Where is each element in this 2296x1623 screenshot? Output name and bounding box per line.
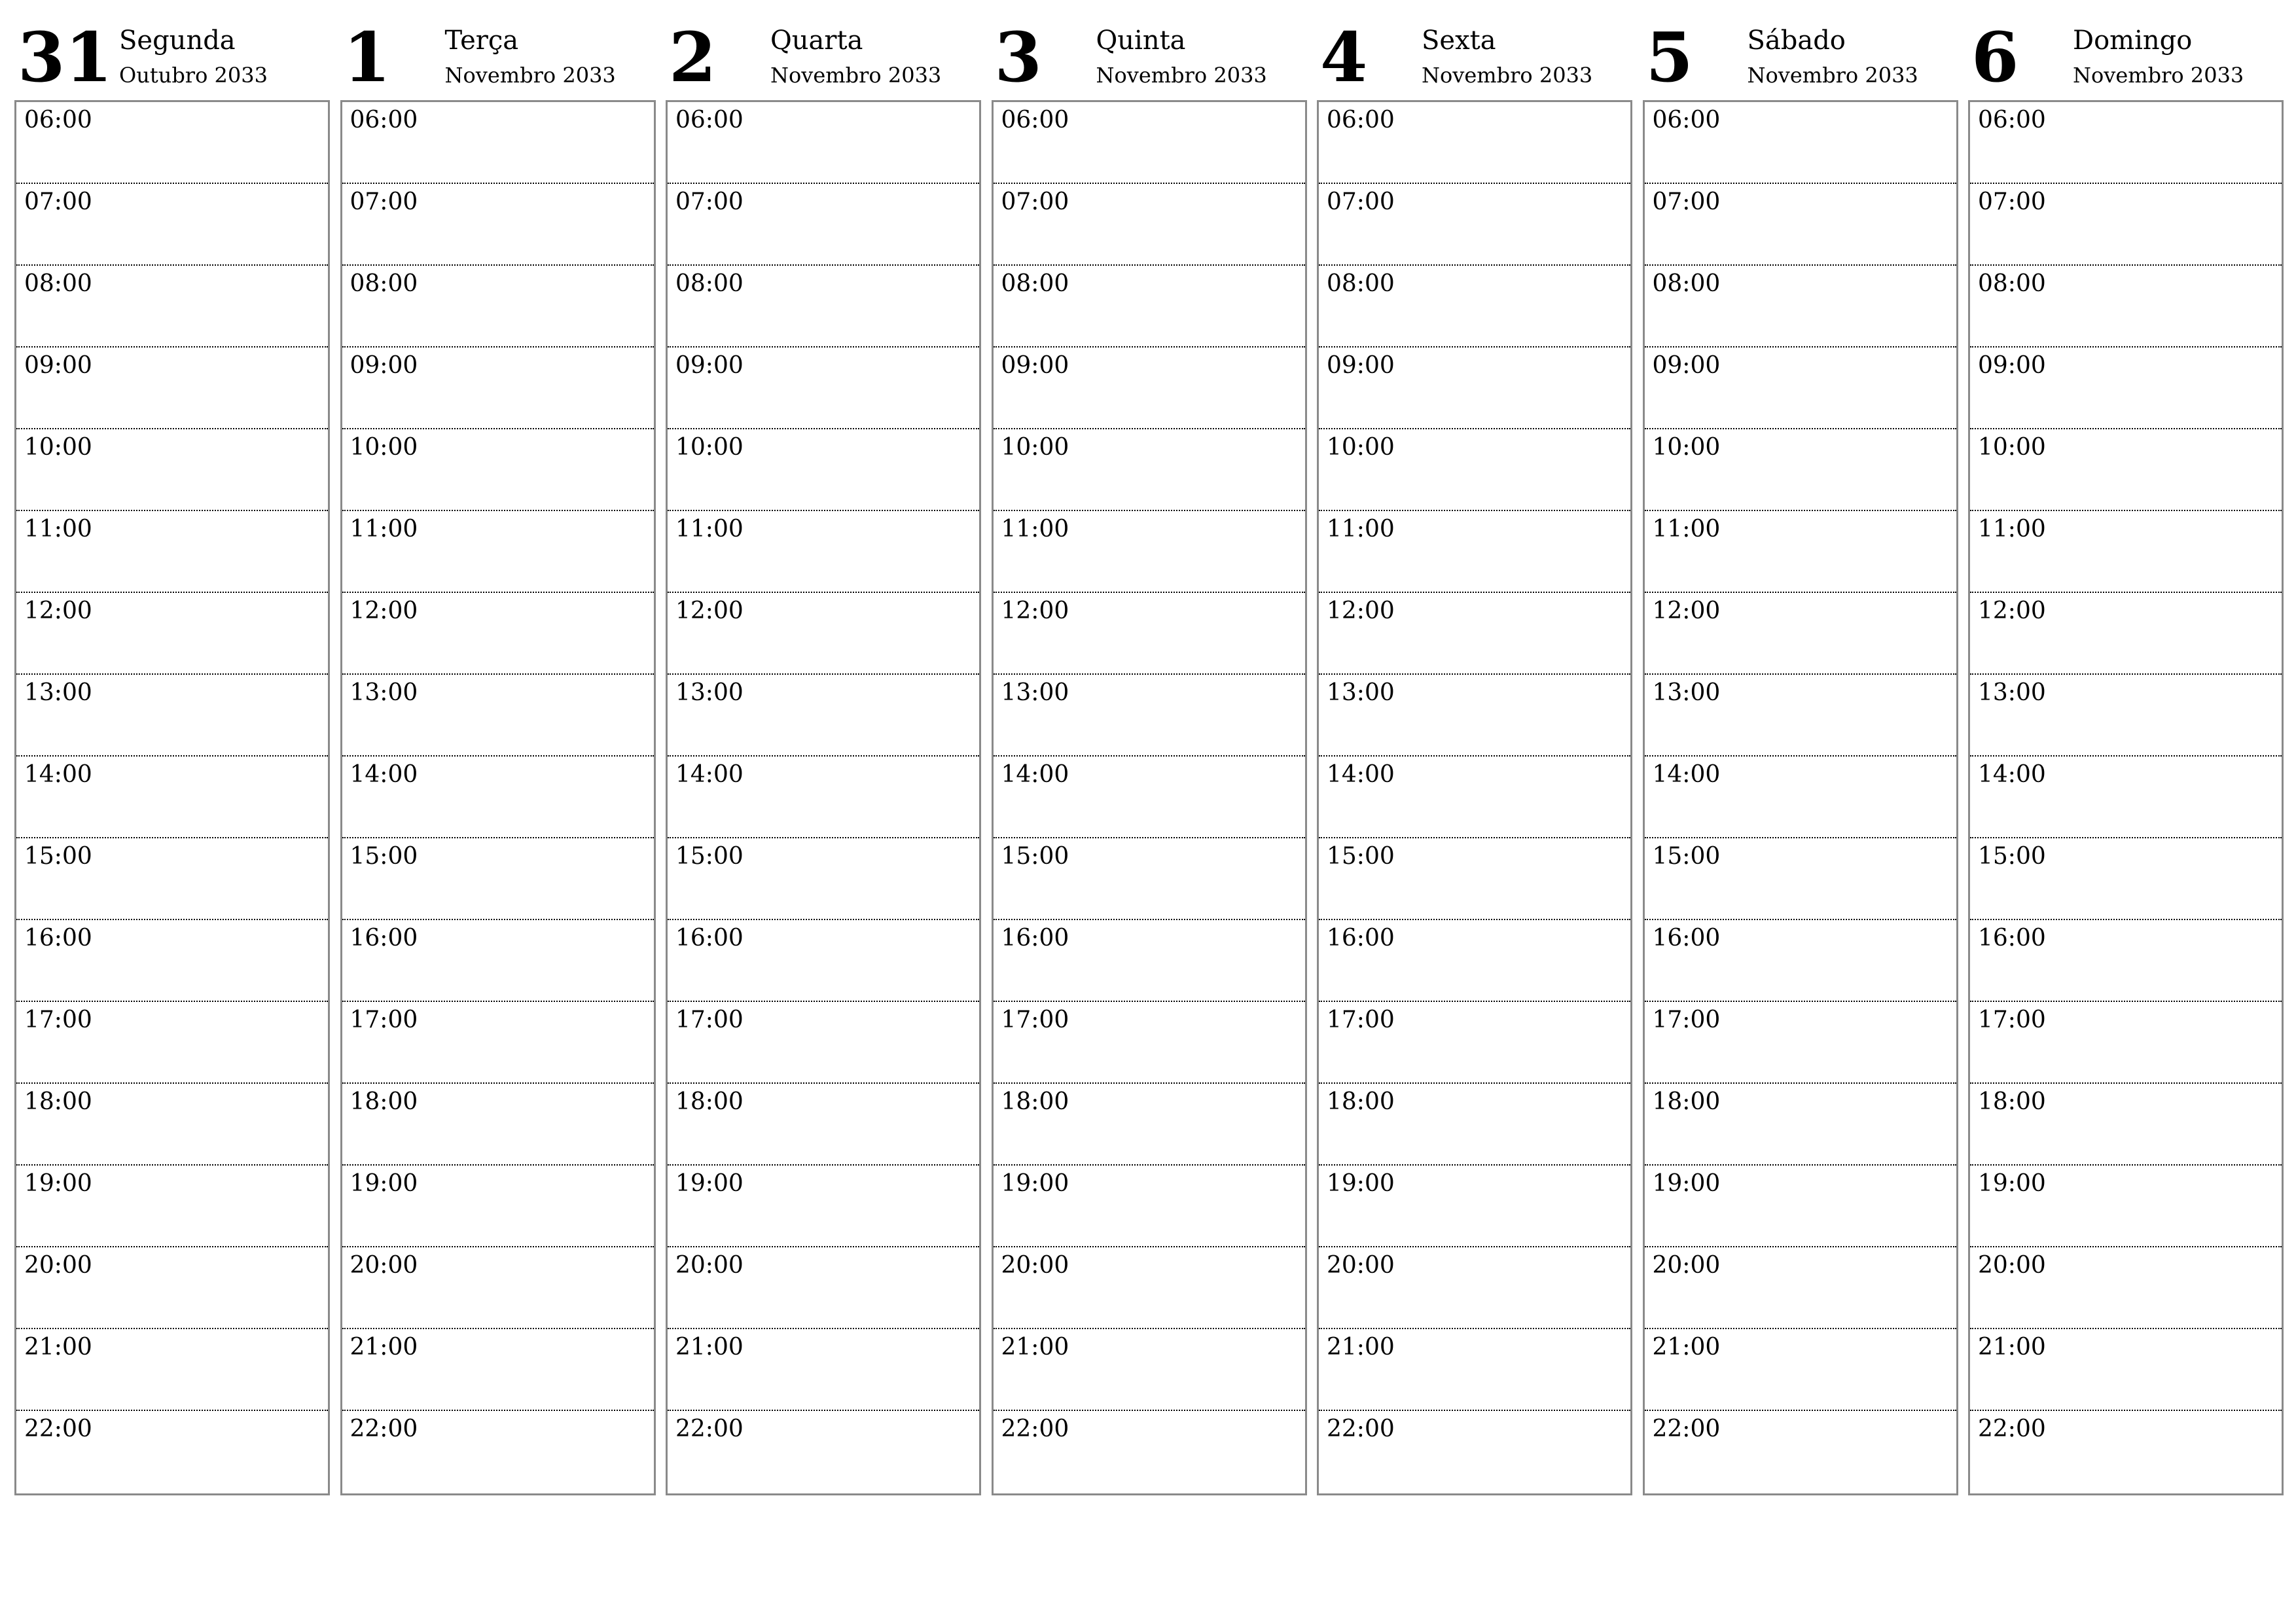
hour-slot[interactable] <box>1319 838 1630 920</box>
hour-slot[interactable] <box>668 1247 979 1329</box>
hour-slot[interactable] <box>1319 511 1630 593</box>
hour-label: 07:00 <box>675 188 744 215</box>
hour-label: 14:00 <box>675 761 744 788</box>
hour-label: 17:00 <box>1001 1007 1069 1033</box>
hour-slot[interactable] <box>1970 675 2282 757</box>
day-number: 6 <box>1971 17 2019 98</box>
hour-label: 13:00 <box>1978 679 2046 706</box>
hour-slot[interactable] <box>1970 757 2282 838</box>
hour-label: 15:00 <box>350 843 418 870</box>
day-header <box>992 0 1306 99</box>
day-column <box>1968 0 2282 1505</box>
hour-label: 17:00 <box>350 1007 418 1033</box>
hour-label: 22:00 <box>1978 1416 2046 1442</box>
hour-label: 15:00 <box>1327 843 1395 870</box>
hour-slot[interactable] <box>1970 511 2282 593</box>
hour-slot[interactable] <box>1645 184 1956 266</box>
hour-label: 14:00 <box>1001 761 1069 788</box>
hour-slot[interactable] <box>668 920 979 1002</box>
hour-label: 09:00 <box>675 352 744 379</box>
hour-label: 07:00 <box>1978 188 2046 215</box>
hour-slot[interactable] <box>994 1166 1305 1247</box>
hour-slot[interactable] <box>668 593 979 675</box>
hour-label: 11:00 <box>350 516 418 543</box>
hour-label: 13:00 <box>24 679 92 706</box>
hour-label: 07:00 <box>1001 188 1069 215</box>
hour-label: 19:00 <box>1652 1170 1721 1197</box>
hour-slot[interactable] <box>1319 920 1630 1002</box>
hour-label: 16:00 <box>350 925 418 952</box>
hour-label: 16:00 <box>1652 925 1721 952</box>
hour-label: 08:00 <box>675 270 744 297</box>
hour-slot[interactable] <box>1970 184 2282 266</box>
hour-slot[interactable] <box>1645 266 1956 348</box>
hour-label: 06:00 <box>675 107 744 134</box>
hour-label: 10:00 <box>350 434 418 461</box>
hour-label: 18:00 <box>1001 1088 1069 1115</box>
hour-slot[interactable] <box>1970 1411 2282 1493</box>
hour-label: 20:00 <box>1327 1252 1395 1279</box>
hour-grid <box>666 100 981 1495</box>
hour-slot[interactable] <box>16 757 328 838</box>
hour-label: 15:00 <box>1001 843 1069 870</box>
hour-label: 20:00 <box>1978 1252 2046 1279</box>
hour-label: 19:00 <box>24 1170 92 1197</box>
hour-label: 21:00 <box>1001 1334 1069 1361</box>
hour-slot[interactable] <box>668 184 979 266</box>
hour-label: 08:00 <box>1327 270 1395 297</box>
hour-label: 14:00 <box>1978 761 2046 788</box>
day-header <box>1968 0 2282 99</box>
hour-label: 06:00 <box>350 107 418 134</box>
hour-label: 21:00 <box>350 1334 418 1361</box>
hour-slot[interactable] <box>16 1247 328 1329</box>
hour-label: 06:00 <box>1327 107 1395 134</box>
hour-label: 09:00 <box>1327 352 1395 379</box>
hour-label: 15:00 <box>1978 843 2046 870</box>
hour-slot[interactable] <box>1970 1084 2282 1166</box>
hour-label: 12:00 <box>1001 597 1069 624</box>
hour-slot[interactable] <box>994 184 1305 266</box>
hour-label: 20:00 <box>1001 1252 1069 1279</box>
hour-slot[interactable] <box>668 1084 979 1166</box>
hour-slot[interactable] <box>668 348 979 429</box>
hour-slot[interactable] <box>1970 429 2282 511</box>
hour-slot[interactable] <box>1645 1084 1956 1166</box>
hour-slot[interactable] <box>1970 1329 2282 1411</box>
hour-label: 19:00 <box>675 1170 744 1197</box>
hour-slot[interactable] <box>342 1411 654 1493</box>
hour-slot[interactable] <box>16 1002 328 1084</box>
hour-slot[interactable] <box>1319 1329 1630 1411</box>
hour-slot[interactable] <box>994 266 1305 348</box>
hour-slot[interactable] <box>994 348 1305 429</box>
hour-slot[interactable] <box>668 1411 979 1493</box>
hour-label: 11:00 <box>24 516 92 543</box>
hour-label: 22:00 <box>1327 1416 1395 1442</box>
hour-slot[interactable] <box>668 102 979 184</box>
hour-label: 20:00 <box>675 1252 744 1279</box>
day-name: Domingo <box>2073 26 2193 56</box>
hour-label: 08:00 <box>1652 270 1721 297</box>
hour-label: 21:00 <box>1327 1334 1395 1361</box>
hour-slot[interactable] <box>342 1329 654 1411</box>
hour-label: 15:00 <box>675 843 744 870</box>
day-column <box>14 0 329 1505</box>
day-number: 31 <box>18 17 113 98</box>
hour-grid <box>1968 100 2284 1495</box>
hour-label: 22:00 <box>675 1416 744 1442</box>
hour-label: 12:00 <box>675 597 744 624</box>
hour-slot[interactable] <box>1970 1247 2282 1329</box>
hour-label: 15:00 <box>1652 843 1721 870</box>
hour-slot[interactable] <box>994 1411 1305 1493</box>
hour-label: 13:00 <box>350 679 418 706</box>
hour-label: 16:00 <box>1001 925 1069 952</box>
day-header <box>340 0 655 99</box>
hour-label: 08:00 <box>1978 270 2046 297</box>
hour-label: 06:00 <box>1978 107 2046 134</box>
hour-slot[interactable] <box>994 1329 1305 1411</box>
hour-slot[interactable] <box>994 1247 1305 1329</box>
hour-slot[interactable] <box>994 757 1305 838</box>
hour-label: 20:00 <box>24 1252 92 1279</box>
hour-label: 09:00 <box>24 352 92 379</box>
hour-label: 06:00 <box>24 107 92 134</box>
hour-slot[interactable] <box>1645 838 1956 920</box>
hour-label: 21:00 <box>24 1334 92 1361</box>
hour-label: 09:00 <box>1001 352 1069 379</box>
hour-slot[interactable] <box>16 184 328 266</box>
hour-label: 07:00 <box>1327 188 1395 215</box>
hour-slot[interactable] <box>16 675 328 757</box>
hour-grid <box>992 100 1307 1495</box>
hour-label: 22:00 <box>1001 1416 1069 1442</box>
hour-slot[interactable] <box>16 429 328 511</box>
hour-label: 19:00 <box>1327 1170 1395 1197</box>
hour-label: 13:00 <box>1001 679 1069 706</box>
day-month-year: Outubro 2033 <box>119 63 268 88</box>
hour-label: 14:00 <box>350 761 418 788</box>
hour-slot[interactable] <box>1645 511 1956 593</box>
hour-label: 07:00 <box>350 188 418 215</box>
hour-label: 14:00 <box>1652 761 1721 788</box>
day-column <box>1643 0 1957 1505</box>
day-number: 1 <box>343 17 391 98</box>
hour-slot[interactable] <box>342 593 654 675</box>
hour-label: 17:00 <box>1652 1007 1721 1033</box>
day-month-year: Novembro 2033 <box>770 63 942 88</box>
day-number: 5 <box>1645 17 1693 98</box>
hour-label: 10:00 <box>1978 434 2046 461</box>
hour-slot[interactable] <box>1645 1166 1956 1247</box>
hour-slot[interactable] <box>1319 1247 1630 1329</box>
hour-slot[interactable] <box>16 102 328 184</box>
hour-grid <box>14 100 330 1495</box>
hour-slot[interactable] <box>668 429 979 511</box>
hour-slot[interactable] <box>16 838 328 920</box>
hour-slot[interactable] <box>1319 102 1630 184</box>
hour-slot[interactable] <box>668 511 979 593</box>
day-name: Sábado <box>1747 26 1846 56</box>
hour-slot[interactable] <box>1319 1084 1630 1166</box>
hour-label: 11:00 <box>1001 516 1069 543</box>
hour-label: 13:00 <box>1327 679 1395 706</box>
hour-slot[interactable] <box>16 511 328 593</box>
hour-slot[interactable] <box>16 1084 328 1166</box>
day-name: Quinta <box>1096 26 1186 56</box>
hour-slot[interactable] <box>342 266 654 348</box>
hour-slot[interactable] <box>1319 1166 1630 1247</box>
hour-label: 16:00 <box>1978 925 2046 952</box>
hour-label: 16:00 <box>24 925 92 952</box>
hour-slot[interactable] <box>1319 348 1630 429</box>
hour-slot[interactable] <box>1319 593 1630 675</box>
hour-slot[interactable] <box>994 429 1305 511</box>
hour-slot[interactable] <box>1970 838 2282 920</box>
day-header <box>666 0 980 99</box>
hour-label: 10:00 <box>675 434 744 461</box>
hour-label: 08:00 <box>24 270 92 297</box>
hour-label: 18:00 <box>1652 1088 1721 1115</box>
hour-label: 09:00 <box>1978 352 2046 379</box>
hour-slot[interactable] <box>1645 348 1956 429</box>
hour-label: 11:00 <box>1652 516 1721 543</box>
hour-label: 19:00 <box>1978 1170 2046 1197</box>
hour-slot[interactable] <box>1970 1166 2282 1247</box>
hour-label: 20:00 <box>1652 1252 1721 1279</box>
hour-slot[interactable] <box>994 838 1305 920</box>
hour-slot[interactable] <box>994 102 1305 184</box>
day-header <box>14 0 329 99</box>
hour-slot[interactable] <box>16 1411 328 1493</box>
hour-slot[interactable] <box>16 266 328 348</box>
hour-label: 09:00 <box>1652 352 1721 379</box>
hour-slot[interactable] <box>1319 184 1630 266</box>
hour-label: 20:00 <box>350 1252 418 1279</box>
hour-slot[interactable] <box>342 1166 654 1247</box>
hour-slot[interactable] <box>1970 348 2282 429</box>
hour-label: 10:00 <box>1001 434 1069 461</box>
hour-slot[interactable] <box>994 1084 1305 1166</box>
hour-slot[interactable] <box>994 920 1305 1002</box>
hour-slot[interactable] <box>668 838 979 920</box>
day-column <box>992 0 1306 1505</box>
hour-slot[interactable] <box>1970 102 2282 184</box>
hour-label: 16:00 <box>675 925 744 952</box>
hour-slot[interactable] <box>342 757 654 838</box>
hour-label: 17:00 <box>1978 1007 2046 1033</box>
hour-slot[interactable] <box>1645 675 1956 757</box>
day-name: Sexta <box>1422 26 1496 56</box>
hour-slot[interactable] <box>1319 429 1630 511</box>
hour-label: 09:00 <box>350 352 418 379</box>
day-header <box>1643 0 1957 99</box>
hour-slot[interactable] <box>342 348 654 429</box>
hour-slot[interactable] <box>342 102 654 184</box>
hour-slot[interactable] <box>668 266 979 348</box>
hour-slot[interactable] <box>1645 593 1956 675</box>
hour-label: 13:00 <box>1652 679 1721 706</box>
hour-slot[interactable] <box>994 511 1305 593</box>
hour-label: 18:00 <box>350 1088 418 1115</box>
hour-slot[interactable] <box>16 348 328 429</box>
hour-slot[interactable] <box>994 1002 1305 1084</box>
hour-slot[interactable] <box>342 1084 654 1166</box>
hour-label: 16:00 <box>1327 925 1395 952</box>
hour-label: 10:00 <box>1327 434 1395 461</box>
day-column <box>340 0 655 1505</box>
hour-slot[interactable] <box>342 675 654 757</box>
hour-slot[interactable] <box>1970 593 2282 675</box>
hour-label: 14:00 <box>24 761 92 788</box>
hour-slot[interactable] <box>1319 266 1630 348</box>
day-name: Quarta <box>770 26 863 56</box>
day-number: 4 <box>1320 17 1368 98</box>
hour-label: 21:00 <box>675 1334 744 1361</box>
hour-label: 11:00 <box>1978 516 2046 543</box>
day-column <box>666 0 980 1505</box>
hour-slot[interactable] <box>1645 1411 1956 1493</box>
day-name: Segunda <box>119 26 236 56</box>
hour-grid <box>340 100 656 1495</box>
day-month-year: Novembro 2033 <box>1747 63 1918 88</box>
hour-slot[interactable] <box>342 511 654 593</box>
hour-label: 08:00 <box>350 270 418 297</box>
hour-label: 12:00 <box>350 597 418 624</box>
hour-label: 18:00 <box>24 1088 92 1115</box>
hour-slot[interactable] <box>994 593 1305 675</box>
hour-label: 22:00 <box>24 1416 92 1442</box>
hour-slot[interactable] <box>1970 920 2282 1002</box>
hour-grid <box>1317 100 1632 1495</box>
day-month-year: Novembro 2033 <box>1096 63 1267 88</box>
hour-slot[interactable] <box>994 675 1305 757</box>
hour-slot[interactable] <box>342 838 654 920</box>
day-header <box>1317 0 1631 99</box>
hour-slot[interactable] <box>1645 1247 1956 1329</box>
hour-slot[interactable] <box>16 1166 328 1247</box>
hour-label: 12:00 <box>1652 597 1721 624</box>
hour-label: 17:00 <box>675 1007 744 1033</box>
hour-slot[interactable] <box>16 593 328 675</box>
hour-label: 11:00 <box>1327 516 1395 543</box>
hour-label: 08:00 <box>1001 270 1069 297</box>
hour-label: 06:00 <box>1652 107 1721 134</box>
hour-label: 18:00 <box>675 1088 744 1115</box>
hour-slot[interactable] <box>668 757 979 838</box>
day-number: 2 <box>669 17 717 98</box>
hour-slot[interactable] <box>342 184 654 266</box>
day-name: Terça <box>444 26 519 56</box>
hour-label: 11:00 <box>675 516 744 543</box>
hour-label: 22:00 <box>350 1416 418 1442</box>
hour-grid <box>1643 100 1958 1495</box>
hour-label: 21:00 <box>1652 1334 1721 1361</box>
hour-label: 19:00 <box>1001 1170 1069 1197</box>
hour-label: 21:00 <box>1978 1334 2046 1361</box>
hour-slot[interactable] <box>1319 757 1630 838</box>
hour-label: 12:00 <box>1327 597 1395 624</box>
hour-slot[interactable] <box>1645 102 1956 184</box>
hour-label: 17:00 <box>24 1007 92 1033</box>
day-column <box>1317 0 1631 1505</box>
hour-slot[interactable] <box>1645 920 1956 1002</box>
hour-label: 14:00 <box>1327 761 1395 788</box>
hour-slot[interactable] <box>1319 1002 1630 1084</box>
hour-label: 07:00 <box>1652 188 1721 215</box>
hour-label: 06:00 <box>1001 107 1069 134</box>
hour-slot[interactable] <box>16 920 328 1002</box>
hour-label: 10:00 <box>24 434 92 461</box>
day-month-year: Novembro 2033 <box>2073 63 2244 88</box>
hour-slot[interactable] <box>342 1002 654 1084</box>
hour-label: 12:00 <box>24 597 92 624</box>
hour-slot[interactable] <box>16 1329 328 1411</box>
hour-slot[interactable] <box>342 1247 654 1329</box>
hour-label: 18:00 <box>1978 1088 2046 1115</box>
hour-label: 19:00 <box>350 1170 418 1197</box>
day-number: 3 <box>994 17 1042 98</box>
hour-slot[interactable] <box>668 675 979 757</box>
hour-slot[interactable] <box>668 1166 979 1247</box>
hour-slot[interactable] <box>668 1329 979 1411</box>
hour-slot[interactable] <box>1645 1329 1956 1411</box>
hour-label: 22:00 <box>1652 1416 1721 1442</box>
hour-slot[interactable] <box>1645 429 1956 511</box>
hour-label: 10:00 <box>1652 434 1721 461</box>
hour-slot[interactable] <box>1319 675 1630 757</box>
hour-label: 15:00 <box>24 843 92 870</box>
hour-slot[interactable] <box>342 920 654 1002</box>
hour-slot[interactable] <box>1645 757 1956 838</box>
hour-slot[interactable] <box>1319 1411 1630 1493</box>
hour-label: 12:00 <box>1978 597 2046 624</box>
hour-slot[interactable] <box>1645 1002 1956 1084</box>
hour-slot[interactable] <box>342 429 654 511</box>
hour-label: 18:00 <box>1327 1088 1395 1115</box>
day-month-year: Novembro 2033 <box>444 63 616 88</box>
hour-slot[interactable] <box>668 1002 979 1084</box>
hour-slot[interactable] <box>1970 1002 2282 1084</box>
hour-label: 17:00 <box>1327 1007 1395 1033</box>
hour-label: 07:00 <box>24 188 92 215</box>
hour-label: 13:00 <box>675 679 744 706</box>
hour-slot[interactable] <box>1970 266 2282 348</box>
day-month-year: Novembro 2033 <box>1422 63 1593 88</box>
